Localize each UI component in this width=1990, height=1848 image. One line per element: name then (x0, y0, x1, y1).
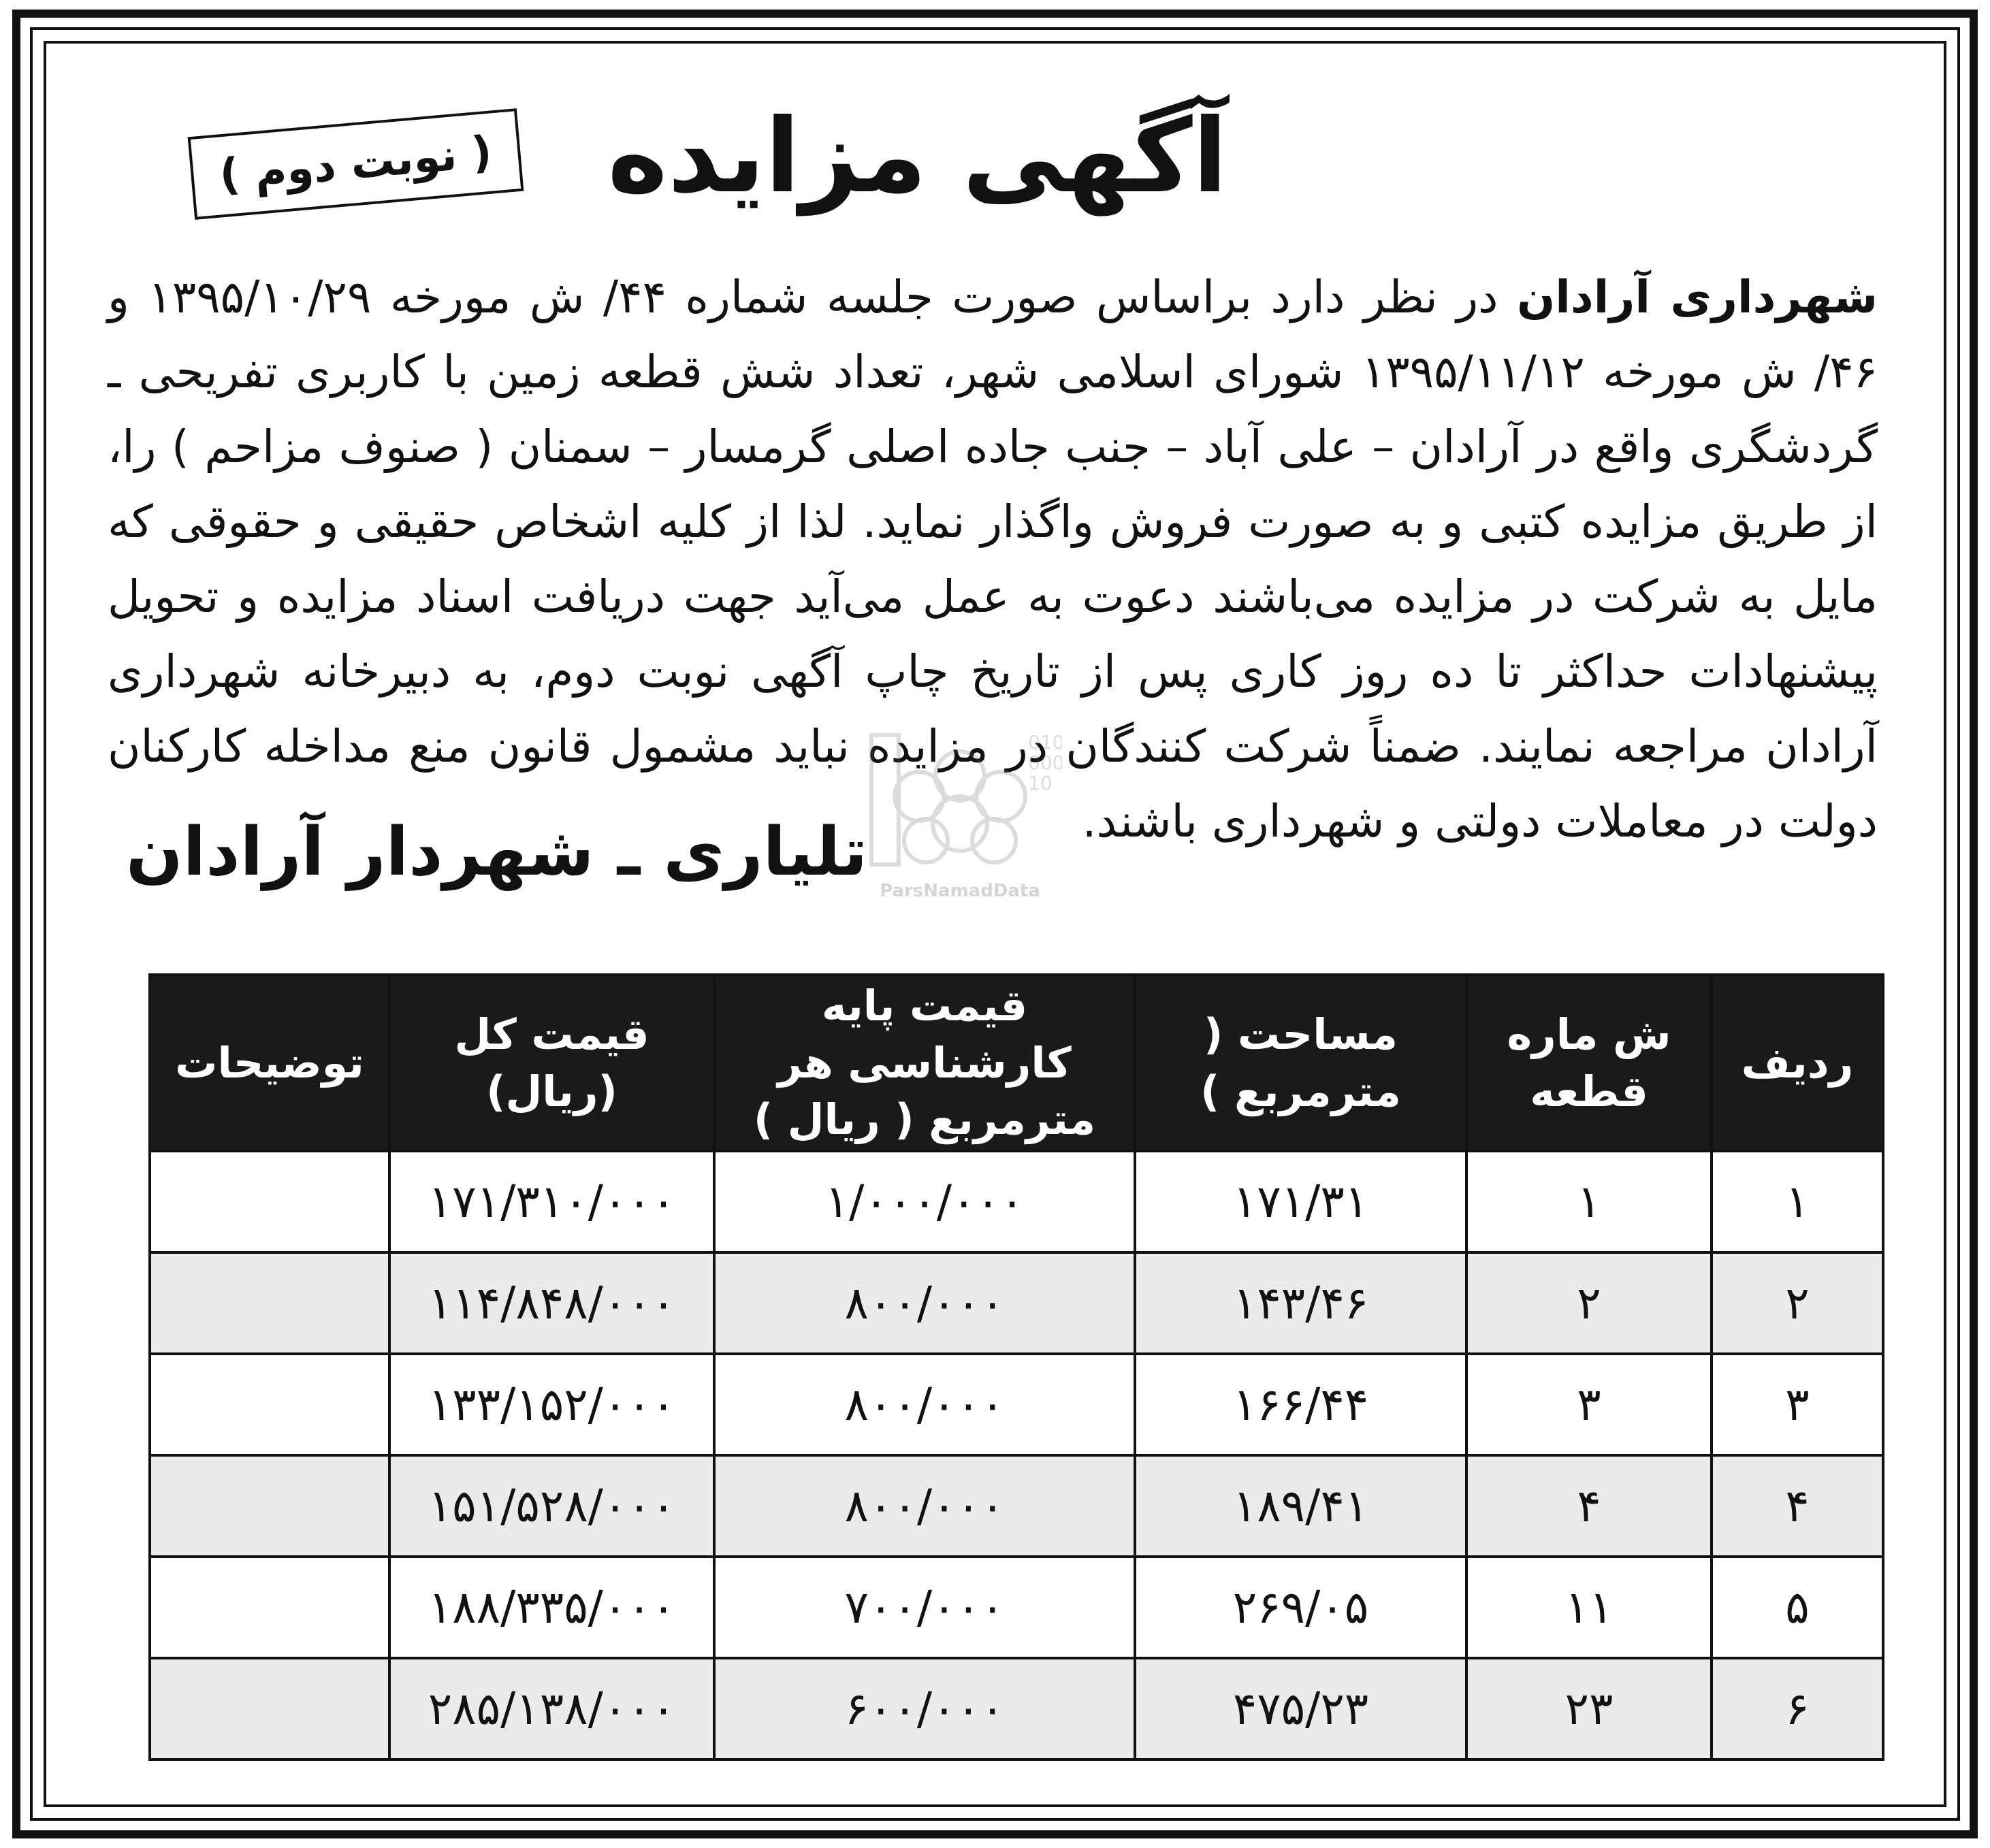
svg-text:10: 10 (1028, 772, 1053, 794)
signature: تلیاری ـ شهردار آرادان (126, 813, 868, 891)
cell-plot-no: ۱۱ (1466, 1557, 1712, 1658)
plots-table (148, 973, 1884, 1761)
cell-notes (150, 1354, 389, 1455)
table-row (150, 1252, 1883, 1354)
plots-table-container (151, 973, 1884, 1739)
cell-total-price: ۱۸۸/۳۳۵/۰۰۰ (389, 1557, 714, 1658)
table-row (150, 1658, 1883, 1760)
cell-row-no: ۵ (1712, 1557, 1883, 1658)
cell-area: ۱۸۹/۴۱ (1135, 1455, 1466, 1557)
col-header-notes: توضیحات (150, 975, 389, 1151)
table-row (150, 1151, 1883, 1252)
cell-total-price: ۱۱۴/۸۴۸/۰۰۰ (389, 1252, 714, 1354)
table-row (150, 1354, 1883, 1455)
cell-plot-no: ۲۳ (1466, 1658, 1712, 1760)
cell-plot-no: ۲ (1466, 1252, 1712, 1354)
col-header-row-no: ردیف (1712, 975, 1883, 1151)
round-badge: ( نوبت دوم ) (188, 108, 524, 220)
cell-area: ۴۷۵/۲۳ (1135, 1658, 1466, 1760)
cell-total-price: ۲۸۵/۱۳۸/۰۰۰ (389, 1658, 714, 1760)
col-header-total-price: قیمت کل (ریال) (389, 975, 714, 1151)
watermark (790, 722, 1130, 994)
col-header-area: مساحت ( مترمربع ) (1135, 975, 1466, 1151)
notice-title: آگهی مزایده (607, 97, 1227, 216)
cell-row-no: ۲ (1712, 1252, 1883, 1354)
cell-notes (150, 1557, 389, 1658)
col-header-base-price: قیمت پایه کارشناسی هر مترمربع ( ریال ) (714, 975, 1135, 1151)
cell-base-price: ۱/۰۰۰/۰۰۰ (714, 1151, 1135, 1252)
watermark-logo-icon (858, 722, 1062, 878)
org-name: شهرداری آرادان (1516, 271, 1878, 323)
cell-plot-no: ۱ (1466, 1151, 1712, 1252)
cell-area: ۱۴۳/۴۶ (1135, 1252, 1466, 1354)
cell-notes (150, 1658, 389, 1760)
table-header-row (150, 975, 1883, 1151)
cell-notes (150, 1252, 389, 1354)
cell-total-price: ۱۷۱/۳۱۰/۰۰۰ (389, 1151, 714, 1252)
cell-area: ۱۷۱/۳۱ (1135, 1151, 1466, 1252)
cell-row-no: ۱ (1712, 1151, 1883, 1252)
col-header-plot-no: ش ماره قطعه (1466, 975, 1712, 1151)
table-row (150, 1455, 1883, 1557)
cell-base-price: ۸۰۰/۰۰۰ (714, 1252, 1135, 1354)
cell-base-price: ۸۰۰/۰۰۰ (714, 1354, 1135, 1455)
svg-text:0001: 000 (1028, 751, 1062, 774)
cell-base-price: ۸۰۰/۰۰۰ (714, 1455, 1135, 1557)
cell-area: ۱۶۶/۴۴ (1135, 1354, 1466, 1455)
cell-base-price: ۶۰۰/۰۰۰ (714, 1658, 1135, 1760)
cell-base-price: ۷۰۰/۰۰۰ (714, 1557, 1135, 1658)
cell-area: ۲۶۹/۰۵ (1135, 1557, 1466, 1658)
cell-row-no: ۳ (1712, 1354, 1883, 1455)
body-text: در نظر دارد براساس صورت جلسه شماره ۴۴/ ش مورخه ۱۳۹۵/۱۰/۲۹ و ۴۶/ ش مورخه ۱۳۹۵/۱۱/۱۲ شورای اسلامی شهر، تعداد شش قطعه زمین با کاربری تفریحی ـ گردشگری واقع در آرادان – علی آباد – جنب جاده اصلی گرمسار – سمنان ( صنوف مزاحم ) را، از طریق مزایده کتبی و به صورت فروش واگذار نماید. لذا از کلیه اشخاص حقیقی و حقوقی که مایل به شرکت در مزایده می‌باشند دعوت به عمل می‌آید جهت دریافت اسناد مزایده و تحویل پیشنهادات حداکثر تا ده روز کاری پس از تاریخ چاپ آگهی نوبت دوم، به دبیرخانه شهرداری آرادان مراجعه نمایند. ضمناً شرکت کنندگان در مزایده نباید مشمول قانون منع مداخله کارکنان دولت در معاملات دولتی و شهرداری باشند. (108, 271, 1878, 847)
table-row (150, 1557, 1883, 1658)
svg-text:010101: 010 (1028, 731, 1062, 753)
cell-plot-no: ۴ (1466, 1455, 1712, 1557)
cell-notes (150, 1455, 389, 1557)
cell-row-no: ۶ (1712, 1658, 1883, 1760)
cell-notes (150, 1151, 389, 1252)
cell-row-no: ۴ (1712, 1455, 1883, 1557)
cell-plot-no: ۳ (1466, 1354, 1712, 1455)
watermark-text: ParsNamadData (880, 881, 1040, 901)
cell-total-price: ۱۵۱/۵۲۸/۰۰۰ (389, 1455, 714, 1557)
cell-total-price: ۱۳۳/۱۵۲/۰۰۰ (389, 1354, 714, 1455)
